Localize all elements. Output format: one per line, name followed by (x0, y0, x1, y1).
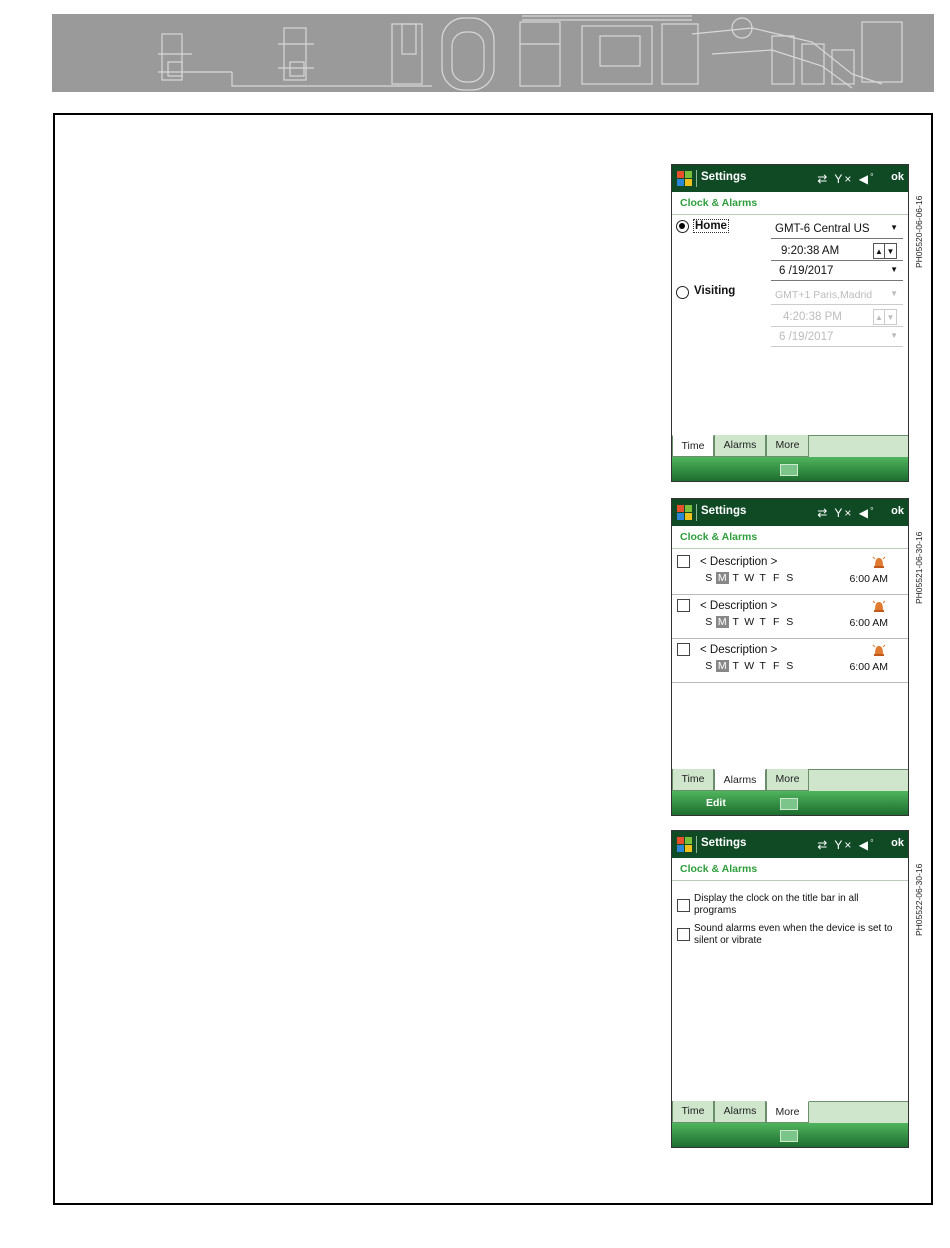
day-tuesday[interactable]: T (732, 572, 739, 584)
day-wednesday[interactable]: W (744, 616, 755, 628)
visiting-time-value: 4:20:38 PM (783, 311, 842, 323)
tab-alarms[interactable]: Alarms (714, 1101, 766, 1123)
title-separator (696, 504, 697, 521)
dropdown-arrow-icon: ▼ (890, 265, 898, 274)
home-time-field[interactable] (771, 243, 903, 261)
keyboard-icon[interactable] (780, 1130, 798, 1142)
tab-more[interactable]: More (766, 769, 809, 791)
ok-button[interactable]: ok (891, 505, 904, 517)
alarm-checkbox[interactable] (677, 643, 690, 656)
screen-alarms (671, 498, 909, 816)
tab-bar (672, 769, 908, 792)
home-label[interactable]: Home (695, 220, 727, 232)
subtitle-bar (672, 526, 908, 549)
day-saturday[interactable]: S (786, 660, 794, 672)
visiting-time-spinner (873, 309, 901, 326)
day-tuesday[interactable]: T (732, 616, 739, 628)
page-title: Settings (701, 505, 747, 517)
home-timezone-select[interactable] (771, 221, 903, 239)
home-time-spinner[interactable] (873, 243, 901, 260)
spin-down-icon: ▼ (885, 309, 897, 325)
alarm-row[interactable] (672, 550, 908, 595)
spin-up-icon[interactable]: ▲ (873, 243, 885, 259)
subtitle: Clock & Alarms (680, 197, 758, 209)
home-time-value: 9:20:38 AM (781, 245, 840, 257)
dropdown-arrow-icon: ▼ (890, 331, 898, 340)
alarm-days[interactable] (702, 660, 797, 672)
sound-alarms-checkbox[interactable] (677, 928, 690, 941)
figure-caption: PH05521-06-30-16 (914, 531, 924, 604)
tab-time[interactable]: Time (672, 1101, 714, 1123)
alarm-bell-icon (872, 643, 886, 657)
status-icons[interactable]: ⇄ Y× ◀ﾟ (817, 838, 878, 852)
day-thursday[interactable]: T (759, 616, 766, 628)
day-sunday[interactable]: S (705, 616, 713, 628)
title-separator (696, 170, 697, 187)
tab-time[interactable]: Time (672, 769, 714, 791)
ok-button[interactable]: ok (891, 837, 904, 849)
figure-caption: PH05520-06-06-16 (914, 195, 924, 268)
day-tuesday[interactable]: T (732, 660, 739, 672)
day-thursday[interactable]: T (759, 572, 766, 584)
visiting-time-field (771, 309, 903, 327)
display-clock-checkbox[interactable] (677, 899, 690, 912)
day-wednesday[interactable]: W (744, 572, 755, 584)
tab-bar (672, 1101, 908, 1124)
alarm-bell-icon (872, 555, 886, 569)
edit-softkey[interactable]: Edit (706, 797, 726, 809)
alarm-row[interactable] (672, 638, 908, 683)
day-sunday[interactable]: S (705, 660, 713, 672)
windows-flag-icon[interactable] (676, 504, 693, 521)
status-icons[interactable]: ⇄ Y× ◀ﾟ (817, 172, 878, 186)
day-saturday[interactable]: S (786, 572, 794, 584)
alarm-time[interactable]: 6:00 AM (849, 617, 888, 629)
tab-more[interactable]: More (766, 1101, 809, 1123)
alarm-checkbox[interactable] (677, 555, 690, 568)
dropdown-arrow-icon: ▼ (890, 289, 898, 298)
windows-flag-icon[interactable] (676, 170, 693, 187)
home-date-value: 6 /19/2017 (779, 265, 834, 277)
home-date-select[interactable] (771, 263, 903, 281)
day-sunday[interactable]: S (705, 572, 713, 584)
home-timezone-value: GMT-6 Central US (775, 223, 870, 235)
alarm-days[interactable] (702, 616, 797, 628)
spin-up-icon: ▲ (873, 309, 885, 325)
radio-selected-dot (679, 223, 685, 229)
keyboard-icon[interactable] (780, 798, 798, 810)
tab-alarms[interactable]: Alarms (714, 769, 766, 791)
visiting-timezone-value: GMT+1 Paris,Madrid (775, 289, 873, 301)
alarm-checkbox[interactable] (677, 599, 690, 612)
alarm-days[interactable] (702, 572, 797, 584)
soft-key-bar (672, 457, 908, 482)
title-separator (696, 836, 697, 853)
alarm-time[interactable]: 6:00 AM (849, 661, 888, 673)
day-saturday[interactable]: S (786, 616, 794, 628)
visiting-radio[interactable] (676, 286, 689, 299)
home-radio[interactable] (676, 220, 689, 233)
figure-caption: PH05522-06-30-16 (914, 863, 924, 936)
alarm-description[interactable]: < Description > (700, 600, 778, 612)
display-clock-label[interactable]: Display the clock on the title bar in all programs (694, 893, 859, 916)
page-title: Settings (701, 171, 747, 183)
subtitle: Clock & Alarms (680, 863, 758, 875)
title-bar (672, 165, 908, 192)
keyboard-icon[interactable] (780, 464, 798, 476)
spin-down-icon[interactable]: ▼ (885, 243, 897, 259)
screen-time (671, 164, 909, 482)
alarm-row[interactable] (672, 594, 908, 639)
day-monday[interactable]: M (716, 572, 730, 584)
page-title: Settings (701, 837, 747, 849)
ok-button[interactable]: ok (891, 171, 904, 183)
visiting-label[interactable]: Visiting (694, 285, 736, 297)
title-bar (672, 831, 908, 858)
tab-more[interactable]: More (766, 435, 809, 457)
title-bar (672, 499, 908, 526)
windows-flag-icon[interactable] (676, 836, 693, 853)
subtitle-bar (672, 192, 908, 215)
soft-key-bar (672, 791, 908, 816)
alarm-bell-icon (872, 599, 886, 613)
visiting-timezone-select (771, 287, 903, 305)
alarm-time[interactable]: 6:00 AM (849, 573, 888, 585)
screen-more (671, 830, 909, 1148)
tab-bar (672, 435, 908, 458)
day-monday[interactable]: M (716, 660, 730, 672)
visiting-date-value: 6 /19/2017 (779, 331, 834, 343)
subtitle-bar (672, 858, 908, 881)
day-thursday[interactable]: T (759, 660, 766, 672)
blueprint-illustration (52, 14, 934, 92)
alarm-description[interactable]: < Description > (700, 644, 778, 656)
day-wednesday[interactable]: W (744, 660, 755, 672)
subtitle: Clock & Alarms (680, 531, 758, 543)
day-friday[interactable]: F (773, 660, 780, 672)
day-monday[interactable]: M (716, 616, 730, 628)
day-friday[interactable]: F (773, 572, 780, 584)
visiting-date-select (771, 329, 903, 347)
dropdown-arrow-icon: ▼ (890, 223, 898, 232)
header-banner (52, 14, 934, 92)
day-friday[interactable]: F (773, 616, 780, 628)
tab-alarms[interactable]: Alarms (714, 435, 766, 457)
status-icons[interactable]: ⇄ Y× ◀ﾟ (817, 506, 878, 520)
tab-time[interactable]: Time (672, 435, 714, 457)
alarm-description[interactable]: < Description > (700, 556, 778, 568)
sound-alarms-label[interactable]: Sound alarms even when the device is set to silent or vibrate (694, 923, 893, 946)
soft-key-bar (672, 1123, 908, 1148)
